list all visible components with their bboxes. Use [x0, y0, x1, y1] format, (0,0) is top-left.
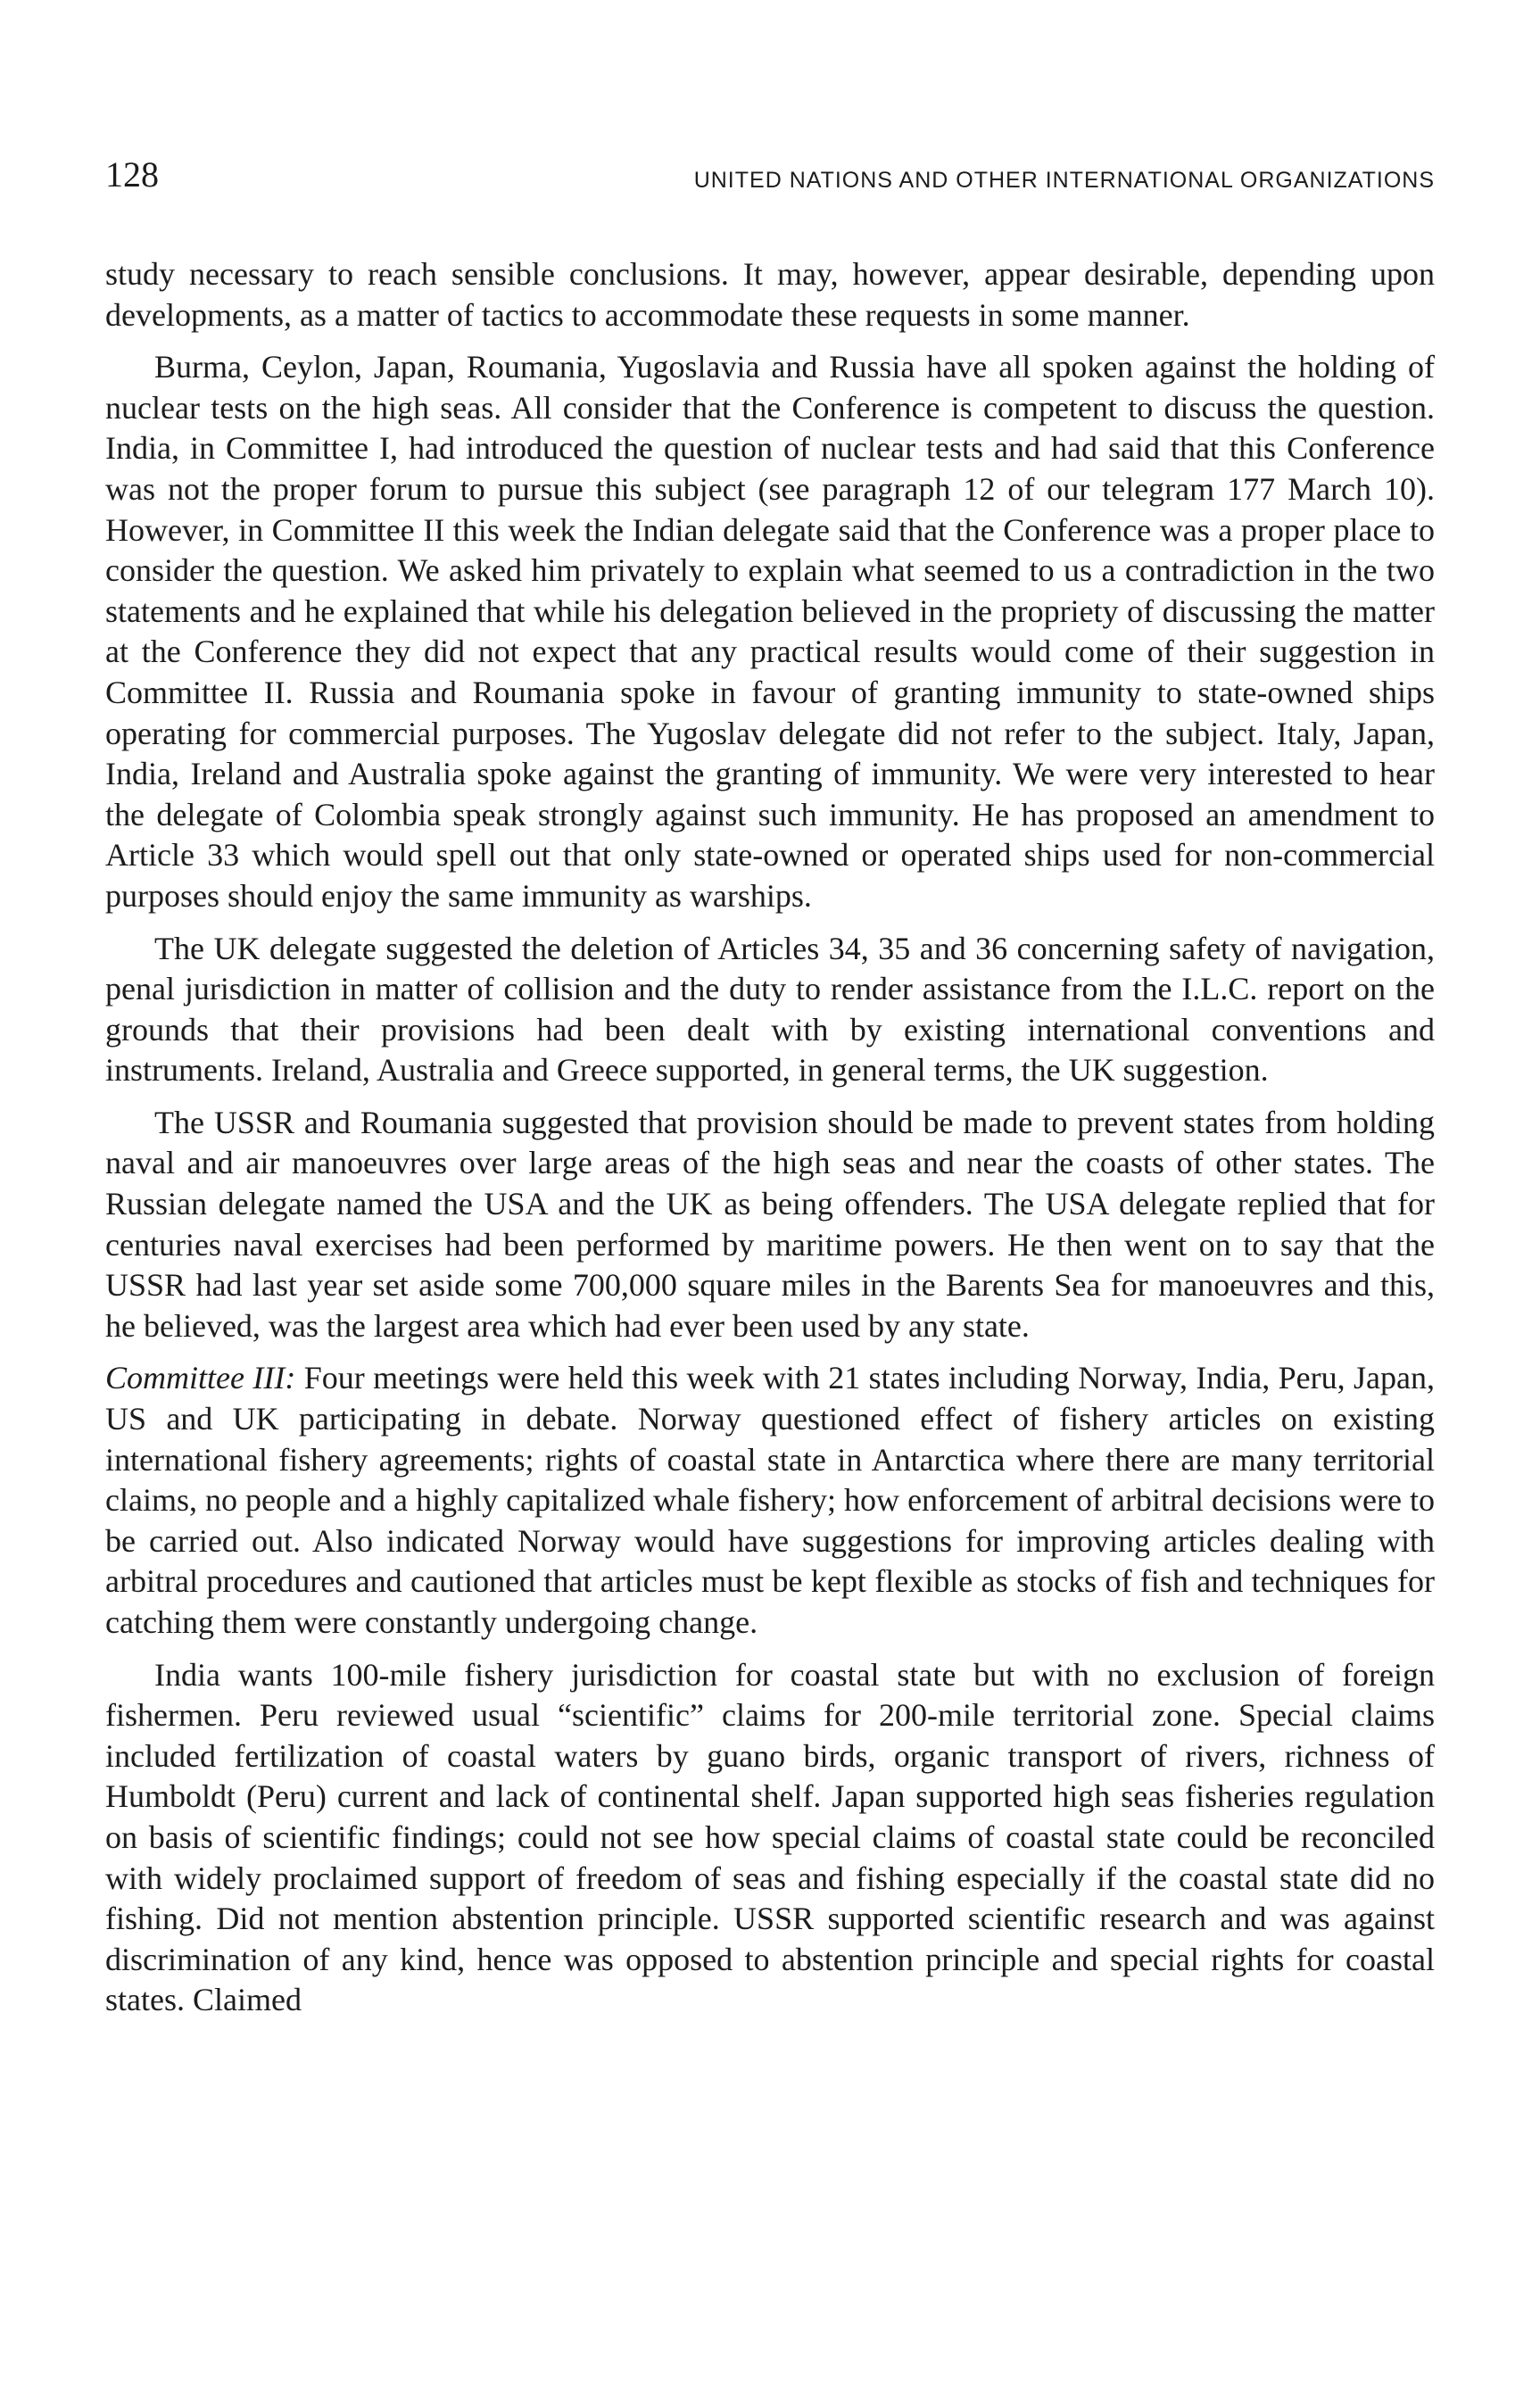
paragraph-continuation: study necessary to reach sensible conclusions. It may, however, appear desirable, depending upon developments, as a matter of tactics to accommodate these requests in some manner. — [105, 256, 1435, 333]
paragraph-fishery-claims: India wants 100-mile fishery jurisdiction for coastal state but with no exclusion of foreign fishermen. Peru reviewed usual “scientific” claims for 200-mile territorial zone. Special claims included fertilization of coastal waters by guano birds, organic transport of rivers, richness of Humboldt (Peru) current and lack of continental shelf. Japan supported high seas fisheries regulation on basis of scientific findings; could not see how special claims of coastal state could be reconciled with widely proclaimed support of freedom of seas and fishing especially if the coastal state did no fishing. Did not mention abstention principle. USSR supported scientific research and was against discrimination of any kind, hence was opposed to abstention principle and special rights for coastal states. Claimed — [105, 1656, 1435, 2018]
page-number: 128 — [105, 154, 159, 195]
committee-iii-heading: Committee III: — [105, 1360, 296, 1396]
page-header — [105, 150, 1435, 203]
paragraph-committee-iii — [105, 1358, 1435, 1643]
paragraph-uk-deletion: The UK delegate suggested the deletion of Articles 34, 35 and 36 concerning safety of navigation, penal jurisdiction in matter of collision and the duty to render assistance from the I.L.C. report on the grounds that their provisions had been dealt with by existing international conventions and instruments. Ireland, Australia and Greece supported, in general terms, the UK suggestion. — [105, 930, 1435, 1089]
paragraph-nuclear-tests: Burma, Ceylon, Japan, Roumania, Yugoslavia and Russia have all spoken against the holding of nuclear tests on the high seas. All consider that the Conference is competent to discuss the question. India, in Committee I, had introduced the question of nuclear tests and had said that this Conference was not the proper forum to pursue this subject (see paragraph 12 of our telegram 177 March 10). However, in Committee II this week the Indian delegate said that the Conference was a proper place to consider the question. We asked him privately to explain what seemed to us a contradiction in the two statements and he explained that while his delegation believed in the propriety of discussing the matter at the Conference they did not expect that any practical results would come of their suggestion in Committee II. Russia and Roumania spoke in favour of granting immunity to state-owned ships operating for commercial purposes. The Yugoslav delegate did not refer to the subject. Italy, Japan, India, Ireland and Australia spoke against the granting of immunity. We were very interested to hear the delegate of Colombia speak strongly against such immunity. He has proposed an amendment to Article 33 which would spell out that only state-owned or operated ships used for non-commercial purposes should enjoy the same immunity as warships. — [105, 349, 1435, 914]
committee-iii-text: Four meetings were held this week with 21 states including Norway, India, Peru, Japan, US and UK participating in debate. Norway questioned effect of fishery articles on existing international fishery agreements; rights of coastal state in Antarctica where there are many territorial claims, no people and a highly capitalized whale fishery; how enforcement of arbitral decisions were to be carried out. Also indicated Norway would have suggestions for improving articles dealing with arbitral procedures and cautioned that articles must be kept flexible as stocks of fish and techniques for catching them were constantly undergoing change. — [105, 1360, 1435, 1640]
body-text — [105, 254, 1435, 2033]
paragraph-naval-manoeuvres: The USSR and Roumania suggested that provision should be made to prevent states from holding naval and air manoeuvres over large areas of the high seas and near the coasts of other states. The Russian delegate named the USA and the UK as being offenders. The USA delegate replied that for centuries naval exercises had been performed by maritime powers. He then went on to say that the USSR had last year set aside some 700,000 square miles in the Barents Sea for manoeuvres and this, he believed, was the largest area which had ever been used by any state. — [105, 1104, 1435, 1344]
running-head: UNITED NATIONS AND OTHER INTERNATIONAL ORGANIZATIONS — [693, 168, 1435, 193]
